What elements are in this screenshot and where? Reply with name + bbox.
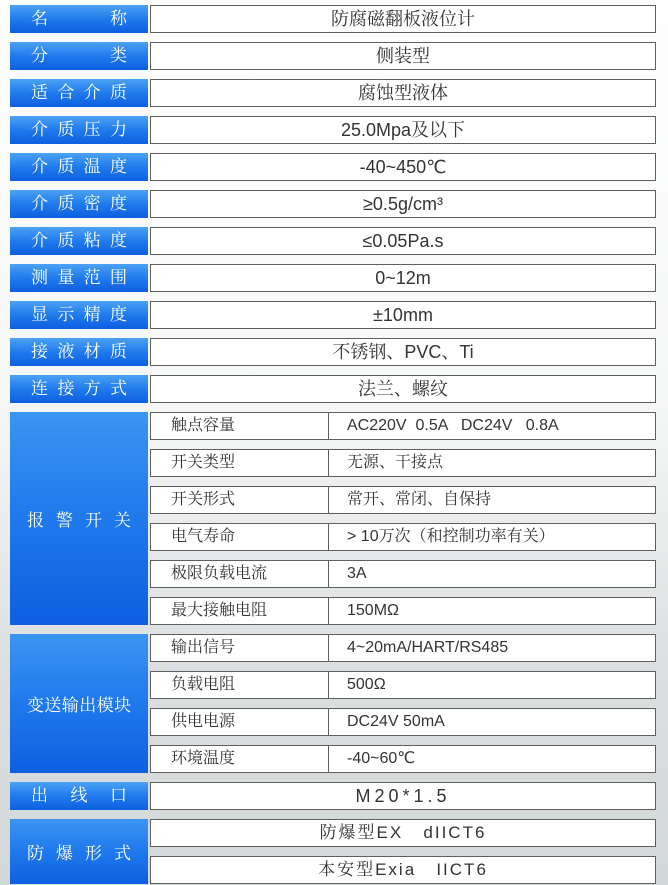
sub-row bbox=[150, 745, 656, 773]
sub-label-contact-capacity: 触点容量 bbox=[151, 413, 329, 439]
sub-row bbox=[150, 486, 656, 514]
group-label-text: 防爆形式 bbox=[27, 844, 131, 863]
row-label-display-accuracy: 显示精度 bbox=[10, 301, 148, 329]
sub-value-electrical-life: > 10万次（和控制功率有关） bbox=[347, 528, 555, 545]
row-value-cable-outlet: M20*1.5 bbox=[150, 782, 656, 810]
alarm-switch-rows bbox=[150, 412, 656, 625]
table-row bbox=[10, 264, 668, 292]
row-label-wetted-material: 接液材质 bbox=[10, 338, 148, 366]
group-label-text: 变送输出模块 bbox=[27, 696, 131, 715]
explosion-proof-ex-value: 防爆型EX dIICT6 bbox=[150, 819, 656, 847]
row-label-suitable-medium: 适合介质 bbox=[10, 79, 148, 107]
row-value-medium-pressure: 25.0Mpa及以下 bbox=[150, 116, 656, 144]
row-label-medium-density: 介质密度 bbox=[10, 190, 148, 218]
sub-value-switch-type: 无源、干接点 bbox=[347, 454, 444, 471]
table-row bbox=[10, 338, 668, 366]
table-row bbox=[10, 79, 668, 107]
table-row bbox=[10, 190, 668, 218]
row-label-connection-type: 连接方式 bbox=[10, 375, 148, 403]
table-row bbox=[10, 153, 668, 181]
table-row bbox=[10, 375, 668, 403]
sub-label-limit-load-current: 极限负载电流 bbox=[151, 561, 329, 587]
sub-row bbox=[150, 597, 656, 625]
transmitter-rows bbox=[150, 634, 656, 773]
alarm-switch-group bbox=[10, 412, 668, 625]
table-row bbox=[10, 227, 668, 255]
table-row bbox=[10, 301, 668, 329]
row-value-medium-density: ≥0.5g/cm³ bbox=[150, 190, 656, 218]
sub-row bbox=[150, 671, 656, 699]
row-label-category: 分类 bbox=[10, 42, 148, 70]
sub-value-output-signal: 4~20mA/HART/RS485 bbox=[347, 639, 509, 656]
row-value-category: 侧装型 bbox=[150, 42, 656, 70]
sub-value-limit-load-current: 3A bbox=[347, 565, 367, 582]
table-row bbox=[10, 782, 668, 810]
row-value-measuring-range: 0~12m bbox=[150, 264, 656, 292]
group-label-transmitter bbox=[10, 634, 148, 773]
sub-value-max-contact-resistance: 150MΩ bbox=[347, 602, 399, 619]
sub-label-switch-form: 开关形式 bbox=[151, 487, 329, 513]
row-value-display-accuracy: ±10mm bbox=[150, 301, 656, 329]
row-value-connection-type: 法兰、螺纹 bbox=[150, 375, 656, 403]
row-value-suitable-medium: 腐蚀型液体 bbox=[150, 79, 656, 107]
sub-value-contact-capacity: AC220V 0.5A DC24V 0.8A bbox=[347, 417, 559, 434]
explosion-proof-group bbox=[10, 819, 668, 884]
sub-row bbox=[150, 412, 656, 440]
sub-value-ambient-temperature: -40~60℃ bbox=[347, 750, 416, 767]
sub-row bbox=[150, 634, 656, 662]
sub-row bbox=[150, 523, 656, 551]
row-value-wetted-material: 不锈钢、PVC、Ti bbox=[150, 338, 656, 366]
sub-label-max-contact-resistance: 最大接触电阻 bbox=[151, 598, 329, 624]
row-value-medium-temperature: -40~450℃ bbox=[150, 153, 656, 181]
row-label-medium-temperature: 介质温度 bbox=[10, 153, 148, 181]
row-label-measuring-range: 测量范围 bbox=[10, 264, 148, 292]
transmitter-group bbox=[10, 634, 668, 773]
group-label-alarm-switch bbox=[10, 412, 148, 625]
row-label-cable-outlet: 出线口 bbox=[10, 782, 148, 810]
sub-label-power-supply: 供电电源 bbox=[151, 709, 329, 735]
group-label-explosion-proof bbox=[10, 819, 148, 884]
sub-value-power-supply: DC24V 50mA bbox=[347, 713, 445, 730]
sub-row bbox=[150, 449, 656, 477]
row-value-name: 防腐磁翻板液位计 bbox=[150, 5, 656, 33]
sub-label-switch-type: 开关类型 bbox=[151, 450, 329, 476]
sub-value-load-resistance: 500Ω bbox=[347, 676, 386, 693]
row-label-medium-viscosity: 介质粘度 bbox=[10, 227, 148, 255]
sub-label-electrical-life: 电气寿命 bbox=[151, 524, 329, 550]
group-label-text: 报警开关 bbox=[27, 511, 131, 530]
sub-label-ambient-temperature: 环境温度 bbox=[151, 746, 329, 772]
row-label-name: 名称 bbox=[10, 5, 148, 33]
sub-row bbox=[150, 560, 656, 588]
table-row bbox=[10, 116, 668, 144]
table-row bbox=[10, 5, 668, 33]
row-label-medium-pressure: 介质压力 bbox=[10, 116, 148, 144]
sub-value-switch-form: 常开、常闭、自保持 bbox=[347, 491, 492, 508]
sub-label-load-resistance: 负载电阻 bbox=[151, 672, 329, 698]
table-row bbox=[10, 42, 668, 70]
sub-label-output-signal: 输出信号 bbox=[151, 635, 329, 661]
row-value-medium-viscosity: ≤0.05Pa.s bbox=[150, 227, 656, 255]
explosion-proof-rows bbox=[150, 819, 656, 884]
sub-row bbox=[150, 708, 656, 736]
explosion-proof-exia-value: 本安型Exia IICT6 bbox=[150, 856, 656, 884]
